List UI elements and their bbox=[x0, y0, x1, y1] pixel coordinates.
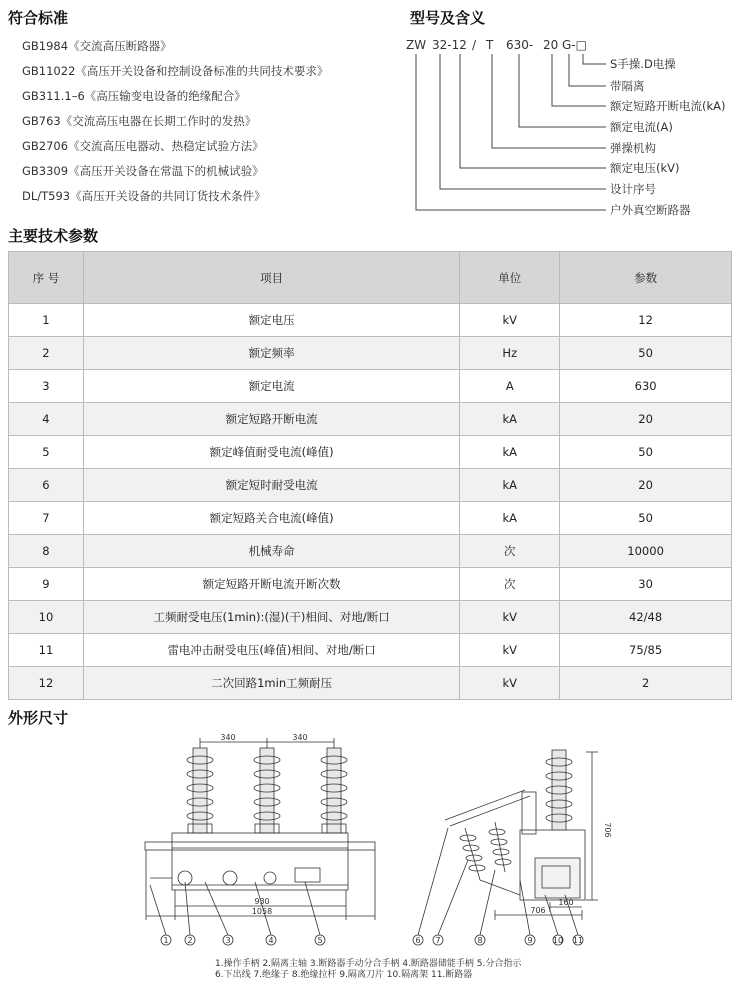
cell: kA bbox=[460, 436, 560, 469]
callout-number: 10 bbox=[552, 936, 564, 945]
standard-item: DL/T593《高压开关设备的共同订货技术条件》 bbox=[22, 189, 266, 203]
front-tank bbox=[172, 833, 348, 890]
standard-item: GB11022《高压开关设备和控制设备标准的共同技术要求》 bbox=[22, 64, 329, 78]
cell: 9 bbox=[9, 568, 84, 601]
model-meaning: 额定电流(A) bbox=[610, 120, 673, 134]
table-row bbox=[9, 436, 732, 469]
model-meaning: 带隔离 bbox=[610, 79, 645, 93]
table-row bbox=[9, 502, 732, 535]
cell: 10 bbox=[9, 601, 84, 634]
table-row bbox=[9, 601, 732, 634]
dim-1058: 1058 bbox=[251, 907, 273, 916]
callout-number: 7 bbox=[435, 936, 441, 945]
table-row bbox=[9, 568, 732, 601]
cell: 6 bbox=[9, 469, 84, 502]
cell: 11 bbox=[9, 634, 84, 667]
table-row bbox=[9, 403, 732, 436]
cell: A bbox=[460, 370, 560, 403]
standard-item: GB3309《高压开关设备在常温下的机械试验》 bbox=[22, 164, 264, 178]
callout-number: 9 bbox=[527, 936, 533, 945]
spec-table-header bbox=[9, 252, 732, 304]
cell: 20 bbox=[560, 403, 732, 436]
model-code-part: 32-12 bbox=[432, 38, 467, 52]
model-meaning: 户外真空断路器 bbox=[610, 203, 691, 217]
cell: 20 bbox=[560, 469, 732, 502]
dimensions-heading: 外形尺寸 bbox=[8, 709, 69, 727]
table-row bbox=[9, 469, 732, 502]
cell: kV bbox=[460, 601, 560, 634]
cell: 次 bbox=[460, 535, 560, 568]
cell: 机械寿命 bbox=[83, 535, 459, 568]
cell: 12 bbox=[9, 667, 84, 700]
cell: Hz bbox=[460, 337, 560, 370]
cell: kV bbox=[460, 667, 560, 700]
standard-item: GB311.1–6《高压输变电设备的绝缘配合》 bbox=[22, 89, 246, 103]
cell: 50 bbox=[560, 337, 732, 370]
cell: 630 bbox=[560, 370, 732, 403]
header-cell: 序 号 bbox=[9, 252, 84, 304]
table-row bbox=[9, 667, 732, 700]
cell: 4 bbox=[9, 403, 84, 436]
model-meaning: S手操.D电操 bbox=[610, 57, 676, 71]
dim-340a: 340 bbox=[220, 733, 236, 742]
cell: 3 bbox=[9, 370, 84, 403]
model-heading: 型号及含义 bbox=[410, 9, 486, 27]
model-code-part: T bbox=[486, 38, 494, 52]
front-pole bbox=[321, 748, 347, 833]
standard-item: GB1984《交流高压断路器》 bbox=[22, 39, 172, 53]
table-row bbox=[9, 304, 732, 337]
specs-heading: 主要技术参数 bbox=[8, 227, 99, 245]
model-code-part: 630- bbox=[506, 38, 534, 52]
dim-340b: 340 bbox=[292, 733, 308, 742]
standard-item: GB2706《交流高压电器动、热稳定试验方法》 bbox=[22, 139, 264, 153]
table-row bbox=[9, 370, 732, 403]
cell: 次 bbox=[460, 568, 560, 601]
cell: 额定频率 bbox=[83, 337, 459, 370]
cell: kV bbox=[460, 304, 560, 337]
model-code-part: G-□ bbox=[562, 38, 587, 52]
model-meaning: 额定电压(kV) bbox=[610, 161, 680, 175]
standards-heading: 符合标准 bbox=[8, 9, 69, 27]
dim-930: 930 bbox=[254, 897, 270, 906]
model-code-part: / bbox=[472, 38, 477, 52]
dim-706b: 706 bbox=[530, 906, 546, 915]
side-insulator bbox=[489, 822, 511, 872]
cell: 额定短路开断电流开断次数 bbox=[83, 568, 459, 601]
cell: 42/48 bbox=[560, 601, 732, 634]
side-pole bbox=[552, 750, 566, 830]
callout-number: 6 bbox=[415, 936, 421, 945]
callout-number: 2 bbox=[187, 936, 193, 945]
cell: 30 bbox=[560, 568, 732, 601]
callout-number: 5 bbox=[317, 936, 323, 945]
cell: 工频耐受电压(1min):(湿)(干)相间、对地/断口 bbox=[83, 601, 459, 634]
cell: 50 bbox=[560, 436, 732, 469]
drawing-caption-line2: 6.下出线 7.绝缘子 8.绝缘拉杆 9.隔离刀片 10.隔离架 11.断路器 bbox=[215, 970, 473, 980]
cell: 5 bbox=[9, 436, 84, 469]
cell: 50 bbox=[560, 502, 732, 535]
spec-table bbox=[8, 251, 732, 700]
dimension-drawing bbox=[0, 730, 740, 960]
header-cell: 单位 bbox=[460, 252, 560, 304]
cell: 雷电冲击耐受电压(峰值)相间、对地/断口 bbox=[83, 634, 459, 667]
callout-number: 8 bbox=[477, 936, 483, 945]
cell: 额定短路开断电流 bbox=[83, 403, 459, 436]
cell: 10000 bbox=[560, 535, 732, 568]
standard-item: GB763《交流高压电器在长期工作时的发热》 bbox=[22, 114, 257, 128]
callout-number: 3 bbox=[225, 936, 231, 945]
model-meaning: 额定短路开断电流(kA) bbox=[610, 99, 726, 113]
header-cell: 参数 bbox=[560, 252, 732, 304]
cell: 二次回路1min工频耐压 bbox=[83, 667, 459, 700]
cell: 额定短时耐受电流 bbox=[83, 469, 459, 502]
front-pole bbox=[187, 748, 213, 833]
cell: 12 bbox=[560, 304, 732, 337]
cell: kV bbox=[460, 634, 560, 667]
dim-706a: 706 bbox=[603, 822, 612, 838]
drawing-caption-line1: 1.操作手柄 2.隔离主轴 3.断路器手动分合手柄 4.断路器储能手柄 5.分合指示 bbox=[215, 959, 522, 969]
side-insulator bbox=[460, 828, 485, 880]
front-pole bbox=[254, 748, 280, 833]
cell: 8 bbox=[9, 535, 84, 568]
callout-number: 11 bbox=[572, 936, 584, 945]
cell: 2 bbox=[9, 337, 84, 370]
cell: 2 bbox=[560, 667, 732, 700]
callout-number: 4 bbox=[268, 936, 274, 945]
cell: kA bbox=[460, 502, 560, 535]
model-code-part: ZW bbox=[406, 38, 427, 52]
cell: kA bbox=[460, 469, 560, 502]
model-meaning: 弹操机构 bbox=[610, 141, 656, 155]
model-meaning: 设计序号 bbox=[610, 182, 656, 196]
cell: kA bbox=[460, 403, 560, 436]
cell: 7 bbox=[9, 502, 84, 535]
table-row bbox=[9, 337, 732, 370]
cell: 额定短路关合电流(峰值) bbox=[83, 502, 459, 535]
callout-number: 1 bbox=[163, 936, 169, 945]
cell: 1 bbox=[9, 304, 84, 337]
cell: 额定电流 bbox=[83, 370, 459, 403]
model-code-part: 20 bbox=[543, 38, 559, 52]
dim-160: 160 bbox=[558, 898, 574, 907]
front-base-frame bbox=[145, 842, 375, 850]
cell: 75/85 bbox=[560, 634, 732, 667]
header-cell: 项目 bbox=[83, 252, 459, 304]
table-row bbox=[9, 634, 732, 667]
table-row bbox=[9, 535, 732, 568]
cell: 额定电压 bbox=[83, 304, 459, 337]
cell: 额定峰值耐受电流(峰值) bbox=[83, 436, 459, 469]
